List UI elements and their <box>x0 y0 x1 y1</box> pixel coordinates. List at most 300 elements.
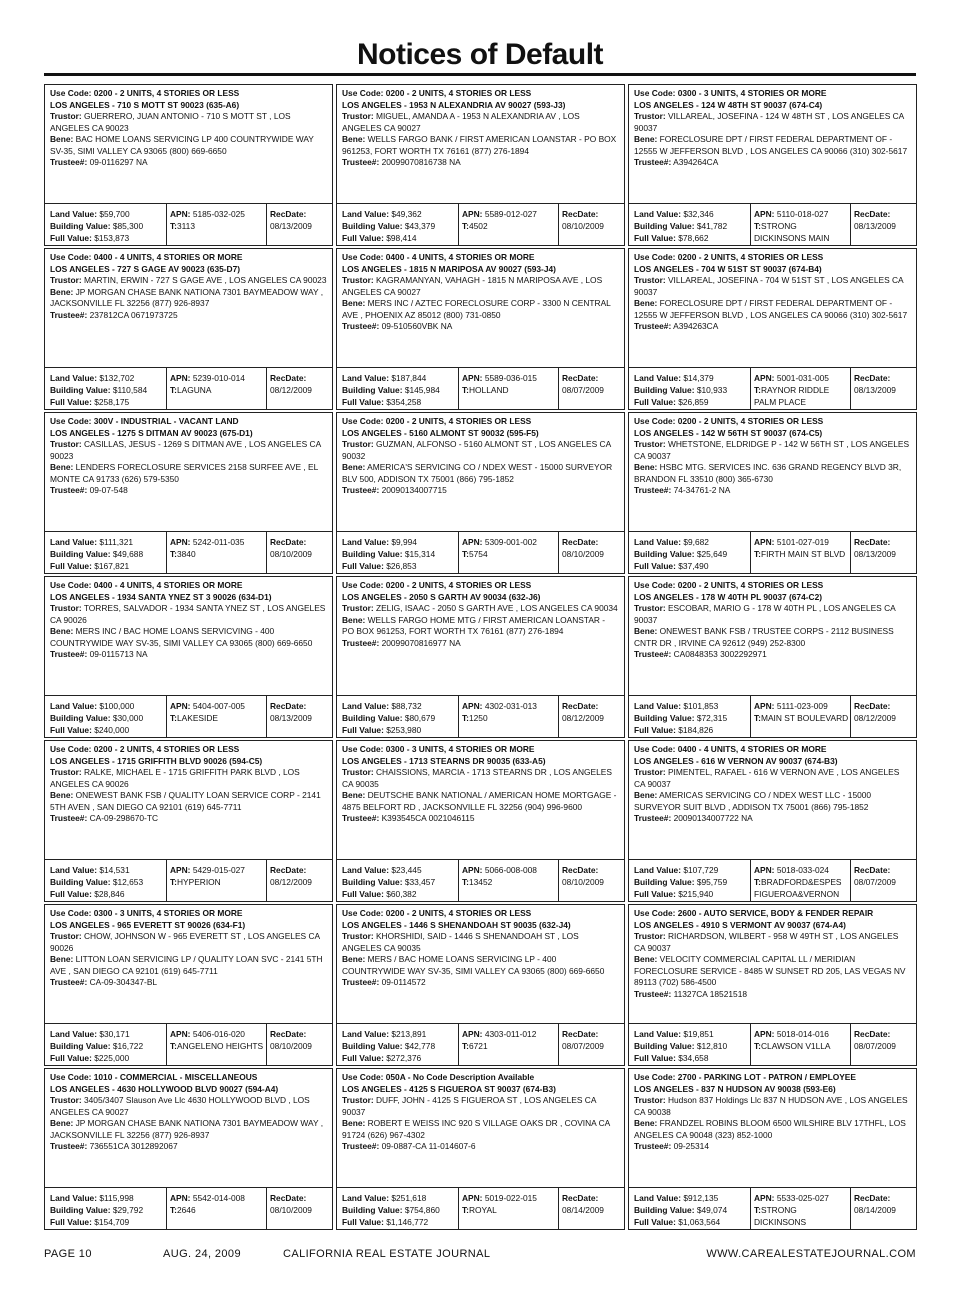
apn-value: 4302-031-013 <box>484 701 537 711</box>
building-value: $95,759 <box>696 877 728 887</box>
land-value: $111,321 <box>99 537 134 547</box>
recdate-value: 08/10/2009 <box>562 221 604 231</box>
notice-description <box>629 413 916 531</box>
notice-values <box>45 367 332 409</box>
apn-value: 5242-011-035 <box>192 537 245 547</box>
trustor-label: Trustor: <box>342 275 374 285</box>
apn-label: APN: <box>170 1193 191 1203</box>
apn-label: APN: <box>170 701 191 711</box>
recdate-column <box>267 368 332 409</box>
values-column <box>629 860 751 901</box>
notice-values <box>629 1187 916 1229</box>
trustee-label: Trustee#: <box>634 157 672 167</box>
trustee-value: 09-07-548 <box>89 485 128 495</box>
apn-value: 5111-023-009 <box>776 701 828 711</box>
apn-column <box>459 204 559 245</box>
apn-column <box>459 860 559 901</box>
recdate-label: RecDate: <box>854 537 891 547</box>
notice-description <box>337 249 624 367</box>
notice-values <box>337 859 624 901</box>
recdate-value: 08/13/2009 <box>270 221 312 231</box>
trustee-value: 09-0114572 <box>381 977 426 987</box>
recdate-value: 08/10/2009 <box>562 877 604 887</box>
bene-label: Bene: <box>50 626 74 636</box>
full-label: Full Value: <box>342 889 384 899</box>
recdate-column <box>851 1024 916 1065</box>
building-label: Building Value: <box>342 877 403 887</box>
t-label: T: <box>754 713 761 723</box>
notice-description <box>45 413 332 531</box>
apn-value: 5066-008-008 <box>484 865 537 875</box>
full-value: $215,940 <box>678 889 714 899</box>
bene-value: LENDERS FORECLOSURE SERVICES 2158 SURFEE AVE , EL MONTE CA 91733 (626) 579-5350 <box>50 462 318 484</box>
recdate-value: 08/07/2009 <box>562 1041 604 1051</box>
bene-label: Bene: <box>50 462 74 472</box>
recdate-value: 08/13/2009 <box>854 385 896 395</box>
trustor-value: GUERRERO, JUAN ANTONIO - 710 S MOTT ST , LOS ANGELES CA 90023 <box>50 111 291 133</box>
trustee-value: A394263CA <box>673 321 719 331</box>
recdate-value: 08/07/2009 <box>854 877 896 887</box>
trustor-label: Trustor: <box>342 767 374 777</box>
property-address: LOS ANGELES - 965 EVERETT ST 90026 (634-F1) <box>50 919 246 930</box>
building-label: Building Value: <box>634 1041 695 1051</box>
t-value: ANGELENO HEIGHTS <box>176 1041 264 1051</box>
recdate-label: RecDate: <box>270 1193 307 1203</box>
recdate-column <box>851 532 916 573</box>
trustor-label: Trustor: <box>50 439 82 449</box>
trustor-label: Trustor: <box>634 439 666 449</box>
recdate-column <box>559 204 624 245</box>
building-value: $43,379 <box>404 221 436 231</box>
full-value: $354,258 <box>386 397 422 407</box>
building-value: $80,679 <box>404 713 436 723</box>
property-address: LOS ANGELES - 616 W VERNON AV 90037 (674-B3) <box>634 755 838 766</box>
use-code: Use Code: 1010 - COMMERCIAL - MISCELLANEOUS <box>50 1072 258 1082</box>
bene-value: DEUTSCHE BANK NATIONAL / AMERICAN HOME MORTGAGE - 4875 BELFORT RD , JACKSONVILLE FL 32256 (904) 996-9600 <box>342 790 617 812</box>
full-value: $34,658 <box>678 1053 709 1063</box>
apn-value: 5185-032-025 <box>192 209 245 219</box>
full-value: $37,490 <box>678 561 709 571</box>
trustee-label: Trustee#: <box>634 988 672 999</box>
building-value: $29,792 <box>112 1205 144 1215</box>
trustee-value: 20090134007715 <box>381 485 447 495</box>
apn-value: 5018-014-016 <box>776 1029 829 1039</box>
notice-description <box>45 905 332 1023</box>
t-label: T: <box>170 1041 177 1051</box>
property-address: LOS ANGELES - 142 W 56TH ST 90037 (674-C5) <box>634 427 823 438</box>
apn-label: APN: <box>754 209 775 219</box>
land-label: Land Value: <box>342 865 390 875</box>
recdate-column <box>267 1024 332 1065</box>
trustee-label: Trustee#: <box>50 485 88 495</box>
bene-value: MERS / BAC HOME LOANS SERVICING LP - 400 COUNTRYWIDE WAY SV-35, SIMI VALLEY CA 93065 (800) 669-6650 <box>342 954 605 976</box>
recdate-label: RecDate: <box>562 537 599 547</box>
t-value: 3113 <box>176 221 195 231</box>
recdate-value: 08/07/2009 <box>854 1041 896 1051</box>
trustor-label: Trustor: <box>50 111 82 121</box>
recdate-column <box>267 696 332 737</box>
trustor-label: Trustor: <box>50 603 82 613</box>
trustee-value: CA0848353 3002292971 <box>673 649 767 659</box>
bene-label: Bene: <box>50 954 74 964</box>
footer-page: PAGE 10 <box>44 1248 92 1260</box>
t-value: LAGUNA <box>176 385 212 395</box>
trustee-label: Trustee#: <box>50 813 88 823</box>
recdate-value: 08/14/2009 <box>562 1205 604 1215</box>
apn-label: APN: <box>170 209 191 219</box>
use-code: Use Code: 0400 - 4 UNITS, 4 STORIES OR MORE <box>50 252 243 262</box>
recdate-label: RecDate: <box>854 1193 891 1203</box>
notice-card <box>44 576 333 738</box>
full-label: Full Value: <box>50 889 92 899</box>
land-label: Land Value: <box>50 1029 98 1039</box>
bene-label: Bene: <box>634 134 658 144</box>
full-label: Full Value: <box>634 725 676 735</box>
trustor-label: Trustor: <box>342 1095 374 1105</box>
land-value: $32,346 <box>683 209 714 219</box>
apn-value: 5101-027-019 <box>776 537 829 547</box>
bene-value: AMERICA'S SERVICING CO / NDEX WEST - 15000 SURVEYOR BLV 500, ADDISON TX 75001 (866) 795-1852 <box>342 462 613 484</box>
recdate-column <box>559 860 624 901</box>
notice-description <box>337 905 624 1023</box>
t-label: T: <box>754 221 761 231</box>
notice-description <box>629 905 916 1023</box>
recdate-label: RecDate: <box>562 1029 599 1039</box>
full-value: $28,846 <box>94 889 125 899</box>
apn-column <box>167 368 267 409</box>
property-address: LOS ANGELES - 1713 STEARNS DR 90035 (633-A5) <box>342 755 546 766</box>
property-address: LOS ANGELES - 1934 SANTA YNEZ ST 3 90026 (634-D1) <box>50 591 272 602</box>
notice-card <box>336 904 625 1066</box>
bene-value: VELOCITY COMMERCIAL CAPITAL LL / MERIDIAN FORECLOSURE SERVICE - 8485 W SUNSET RD 205, LAS VEGAS NV 89113 (702) 586-4500 <box>634 954 906 987</box>
t-value: HOLLAND <box>468 385 509 395</box>
land-label: Land Value: <box>634 1193 682 1203</box>
trustor-label: Trustor: <box>634 603 666 613</box>
use-code: Use Code: 0200 - 2 UNITS, 4 STORIES OR LESS <box>342 88 532 98</box>
full-label: Full Value: <box>342 725 384 735</box>
recdate-value: 08/10/2009 <box>270 549 312 559</box>
trustor-label: Trustor: <box>634 1095 666 1105</box>
recdate-value: 08/12/2009 <box>270 385 312 395</box>
trustee-value: 09-0115713 NA <box>89 649 148 659</box>
notice-card <box>336 740 625 902</box>
apn-label: APN: <box>754 373 775 383</box>
apn-column <box>751 1188 851 1229</box>
land-label: Land Value: <box>342 537 390 547</box>
trustor-value: DUFF, JOHN - 4125 S FIGUEROA ST , LOS ANGELES CA 90037 <box>342 1095 596 1117</box>
trustee-label: Trustee#: <box>342 157 380 167</box>
apn-label: APN: <box>462 1193 483 1203</box>
t-value: 6721 <box>468 1041 488 1051</box>
building-label: Building Value: <box>50 385 111 395</box>
apn-column <box>459 696 559 737</box>
apn-value: 5542-014-008 <box>192 1193 245 1203</box>
notice-description <box>629 249 916 367</box>
bene-label: Bene: <box>342 790 366 800</box>
land-value: $14,531 <box>99 865 130 875</box>
notice-description <box>337 413 624 531</box>
notice-values <box>337 1187 624 1229</box>
property-address: LOS ANGELES - 5160 ALMONT ST 90032 (595-F5) <box>342 427 539 438</box>
full-label: Full Value: <box>342 1053 384 1063</box>
trustor-value: VILLAREAL, JOSEFINA - 704 W 51ST ST , LOS ANGELES CA 90037 <box>634 275 904 297</box>
bene-label: Bene: <box>342 954 366 964</box>
land-value: $187,844 <box>391 373 427 383</box>
t-label: T: <box>754 877 761 887</box>
full-value: $60,382 <box>386 889 417 899</box>
use-code: Use Code: 0200 - 2 UNITS, 4 STORIES OR LESS <box>634 580 824 590</box>
apn-column <box>167 696 267 737</box>
notice-values <box>629 1023 916 1065</box>
full-value: $167,821 <box>94 561 130 571</box>
building-value: $49,074 <box>696 1205 728 1215</box>
building-label: Building Value: <box>50 1041 111 1051</box>
trustee-value: K393545CA 0021046115 <box>381 813 475 823</box>
trustee-label: Trustee#: <box>634 321 672 331</box>
apn-column <box>459 1188 559 1229</box>
notice-card <box>44 904 333 1066</box>
notice-values <box>45 531 332 573</box>
apn-value: 5533-025-027 <box>776 1193 829 1203</box>
use-code: Use Code: 0200 - 2 UNITS, 4 STORIES OR LESS <box>342 580 532 590</box>
building-label: Building Value: <box>634 549 695 559</box>
trustee-value: 20099070816738 NA <box>381 157 461 167</box>
recdate-label: RecDate: <box>562 865 599 875</box>
apn-value: 5019-022-015 <box>484 1193 537 1203</box>
notice-card <box>336 1068 625 1230</box>
footer-publication: CALIFORNIA REAL ESTATE JOURNAL <box>283 1248 491 1260</box>
full-value: $240,000 <box>94 725 130 735</box>
t-value: FIRTH MAIN ST BLVD <box>760 549 846 559</box>
recdate-label: RecDate: <box>270 1029 307 1039</box>
building-value: $12,810 <box>696 1041 728 1051</box>
bene-value: ONEWEST BANK FSB / QUALITY LOAN SERVICE CORP - 2141 5TH AVEN , SAN DIEGO CA 92101 (619) 645-7711 <box>50 790 321 812</box>
bene-value: MERS INC / BAC HOME LOANS SERVICVING - 400 COUNTRYWIDE WAY SV-35, SIMI VALLEY CA 93065 (800) 669-6650 <box>50 626 313 648</box>
recdate-label: RecDate: <box>854 865 891 875</box>
recdate-value: 08/13/2009 <box>854 549 896 559</box>
notice-card <box>628 412 917 574</box>
building-label: Building Value: <box>50 713 111 723</box>
trustee-label: Trustee#: <box>342 485 380 495</box>
trustor-value: MARTIN, ERWIN - 727 S GAGE AVE , LOS ANGELES CA 90023 <box>83 275 327 285</box>
values-column <box>45 860 167 901</box>
property-address: LOS ANGELES - 1715 GRIFFITH BLVD 90026 (594-C5) <box>50 755 263 766</box>
trustee-label: Trustee#: <box>50 157 88 167</box>
values-column <box>45 204 167 245</box>
recdate-column <box>559 368 624 409</box>
notice-values <box>337 367 624 409</box>
recdate-label: RecDate: <box>562 701 599 711</box>
land-value: $213,891 <box>391 1029 427 1039</box>
apn-column <box>167 860 267 901</box>
full-label: Full Value: <box>50 725 92 735</box>
t-value: 3840 <box>176 549 196 559</box>
recdate-column <box>267 860 332 901</box>
apn-label: APN: <box>462 1029 483 1039</box>
apn-column <box>751 1024 851 1065</box>
trustor-value: CASILLAS, JESUS - 1269 S DITMAN AVE , LOS ANGELES CA 90023 <box>50 439 321 461</box>
notice-values <box>45 859 332 901</box>
property-address: LOS ANGELES - 710 S MOTT ST 90023 (635-A6) <box>50 99 240 110</box>
building-value: $15,314 <box>404 549 436 559</box>
trustor-label: Trustor: <box>342 111 374 121</box>
trustee-value: 20090134007722 NA <box>673 813 753 823</box>
t-value: STRONG DICKINSONS MAIN <box>754 221 830 243</box>
recdate-label: RecDate: <box>270 701 307 711</box>
building-label: Building Value: <box>634 385 695 395</box>
use-code: Use Code: 0200 - 2 UNITS, 4 STORIES OR LESS <box>342 416 532 426</box>
trustee-value: CA-09-298670-TC <box>89 813 159 823</box>
notice-card <box>336 576 625 738</box>
trustor-label: Trustor: <box>50 931 82 941</box>
notice-description <box>45 741 332 859</box>
full-value: $1,146,772 <box>386 1217 429 1227</box>
building-value: $10,933 <box>696 385 728 395</box>
values-column <box>45 696 167 737</box>
land-label: Land Value: <box>634 701 682 711</box>
notice-card <box>44 740 333 902</box>
land-label: Land Value: <box>342 1193 390 1203</box>
land-value: $251,618 <box>391 1193 427 1203</box>
use-code: Use Code: 0200 - 2 UNITS, 4 STORIES OR LESS <box>50 88 240 98</box>
t-label: T: <box>462 877 469 887</box>
building-label: Building Value: <box>50 1205 111 1215</box>
full-value: $258,175 <box>94 397 130 407</box>
full-value: $253,980 <box>386 725 422 735</box>
building-value: $110,584 <box>112 385 148 395</box>
building-value: $33,457 <box>404 877 436 887</box>
property-address: LOS ANGELES - 1953 N ALEXANDRIA AV 90027 (593-J3) <box>342 99 566 110</box>
values-column <box>629 1188 751 1229</box>
full-label: Full Value: <box>342 1217 384 1227</box>
values-column <box>629 204 751 245</box>
use-code: Use Code: 0300 - 3 UNITS, 4 STORIES OR MORE <box>634 88 827 98</box>
recdate-label: RecDate: <box>854 701 891 711</box>
notice-description <box>45 249 332 367</box>
apn-column <box>167 1024 267 1065</box>
use-code: Use Code: 0200 - 2 UNITS, 4 STORIES OR LESS <box>634 416 824 426</box>
notice-values <box>45 695 332 737</box>
notice-card <box>628 248 917 410</box>
notice-description <box>337 1069 624 1187</box>
full-label: Full Value: <box>50 1053 92 1063</box>
apn-label: APN: <box>754 537 775 547</box>
t-value: HYPERION <box>176 877 221 887</box>
building-label: Building Value: <box>50 877 111 887</box>
building-value: $85,300 <box>112 221 144 231</box>
recdate-column <box>559 1024 624 1065</box>
trustee-label: Trustee#: <box>634 485 672 495</box>
recdate-column <box>851 1188 916 1229</box>
recdate-column <box>851 204 916 245</box>
apn-value: 5406-016-020 <box>192 1029 245 1039</box>
trustee-value: 237812CA 0671973725 <box>89 309 178 320</box>
trustor-label: Trustor: <box>342 931 374 941</box>
building-value: $41,782 <box>696 221 728 231</box>
apn-column <box>751 696 851 737</box>
building-label: Building Value: <box>342 549 403 559</box>
land-label: Land Value: <box>50 373 98 383</box>
full-label: Full Value: <box>342 561 384 571</box>
use-code: Use Code: 0200 - 2 UNITS, 4 STORIES OR LESS <box>634 252 824 262</box>
land-value: $912,135 <box>683 1193 719 1203</box>
building-value: $42,778 <box>404 1041 436 1051</box>
land-label: Land Value: <box>634 209 682 219</box>
land-value: $100,000 <box>99 701 135 711</box>
land-value: $49,362 <box>391 209 422 219</box>
apn-value: 5429-015-027 <box>192 865 245 875</box>
notice-description <box>629 1069 916 1187</box>
apn-label: APN: <box>462 209 483 219</box>
trustee-label: Trustee#: <box>342 321 380 331</box>
t-value: CLAWSON V1LLA <box>760 1041 831 1051</box>
bene-label: Bene: <box>634 954 658 964</box>
use-code: Use Code: 300V - INDUSTRIAL - VACANT LAND <box>50 416 239 426</box>
full-label: Full Value: <box>634 397 676 407</box>
use-code: Use Code: 2700 - PARKING LOT - PATRON / EMPLOYEE <box>634 1072 856 1082</box>
full-value: $184,826 <box>678 725 714 735</box>
land-value: $59,700 <box>99 209 130 219</box>
trustor-label: Trustor: <box>50 275 82 285</box>
property-address: LOS ANGELES - 1446 S SHENANDOAH ST 90035 (632-J4) <box>342 919 571 930</box>
apn-column <box>751 532 851 573</box>
notice-description <box>629 85 916 203</box>
property-address: LOS ANGELES - 727 S GAGE AV 90023 (635-D7) <box>50 263 241 274</box>
property-address: LOS ANGELES - 1815 N MARIPOSA AV 90027 (593-J4) <box>342 263 556 274</box>
notice-card <box>628 740 917 902</box>
property-address: LOS ANGELES - 4630 HOLLYWOOD BLVD 90027 (594-A4) <box>50 1083 279 1094</box>
trustee-value: 20099070816977 NA <box>381 637 461 648</box>
bene-label: Bene: <box>50 134 74 144</box>
notice-card <box>44 84 333 246</box>
t-label: T: <box>170 221 177 231</box>
trustor-label: Trustor: <box>634 931 666 941</box>
apn-label: APN: <box>754 865 775 875</box>
notice-values <box>337 695 624 737</box>
notice-values <box>45 1023 332 1065</box>
values-column <box>337 532 459 573</box>
building-label: Building Value: <box>634 713 695 723</box>
land-value: $19,851 <box>683 1029 714 1039</box>
bene-value: ROBERT E WEISS INC 920 S VILLAGE OAKS DR , COVINA CA 91724 (626) 967-4302 <box>342 1118 610 1140</box>
trustee-value: 74-34761-2 NA <box>673 485 731 495</box>
notice-description <box>629 741 916 859</box>
notice-description <box>337 85 624 203</box>
building-value: $754,860 <box>404 1205 440 1215</box>
bene-label: Bene: <box>634 298 658 308</box>
trustee-label: Trustee#: <box>50 1141 88 1151</box>
footer-website[interactable]: WWW.CAREALESTATEJOURNAL.COM <box>706 1248 916 1260</box>
notice-description <box>337 577 624 695</box>
apn-label: APN: <box>462 373 483 383</box>
trustee-label: Trustee#: <box>50 309 88 320</box>
recdate-label: RecDate: <box>270 537 307 547</box>
bene-value: JP MORGAN CHASE BANK NATIONA 7301 BAYMEADOW WAY , JACKSONVILLE FL 32256 (877) 926-8937 <box>50 286 324 308</box>
values-column <box>629 532 751 573</box>
recdate-label: RecDate: <box>562 209 599 219</box>
notice-values <box>337 1023 624 1065</box>
trustee-value: CA-09-304347-BL <box>89 977 158 987</box>
bene-label: Bene: <box>342 462 366 472</box>
notice-card <box>44 412 333 574</box>
full-label: Full Value: <box>50 233 92 243</box>
recdate-value: 08/10/2009 <box>562 549 604 559</box>
bene-value: FRANDZEL ROBINS BLOOM 6500 WILSHIRE BLV 17THFL, LOS ANGELES CA 90048 (323) 852-1000 <box>634 1118 906 1140</box>
notice-values <box>629 531 916 573</box>
trustee-value: 11327CA 18521518 <box>673 988 748 999</box>
recdate-value: 08/10/2009 <box>270 1041 312 1051</box>
property-address: LOS ANGELES - 1275 S DITMAN AV 90023 (675-D1) <box>50 427 253 438</box>
